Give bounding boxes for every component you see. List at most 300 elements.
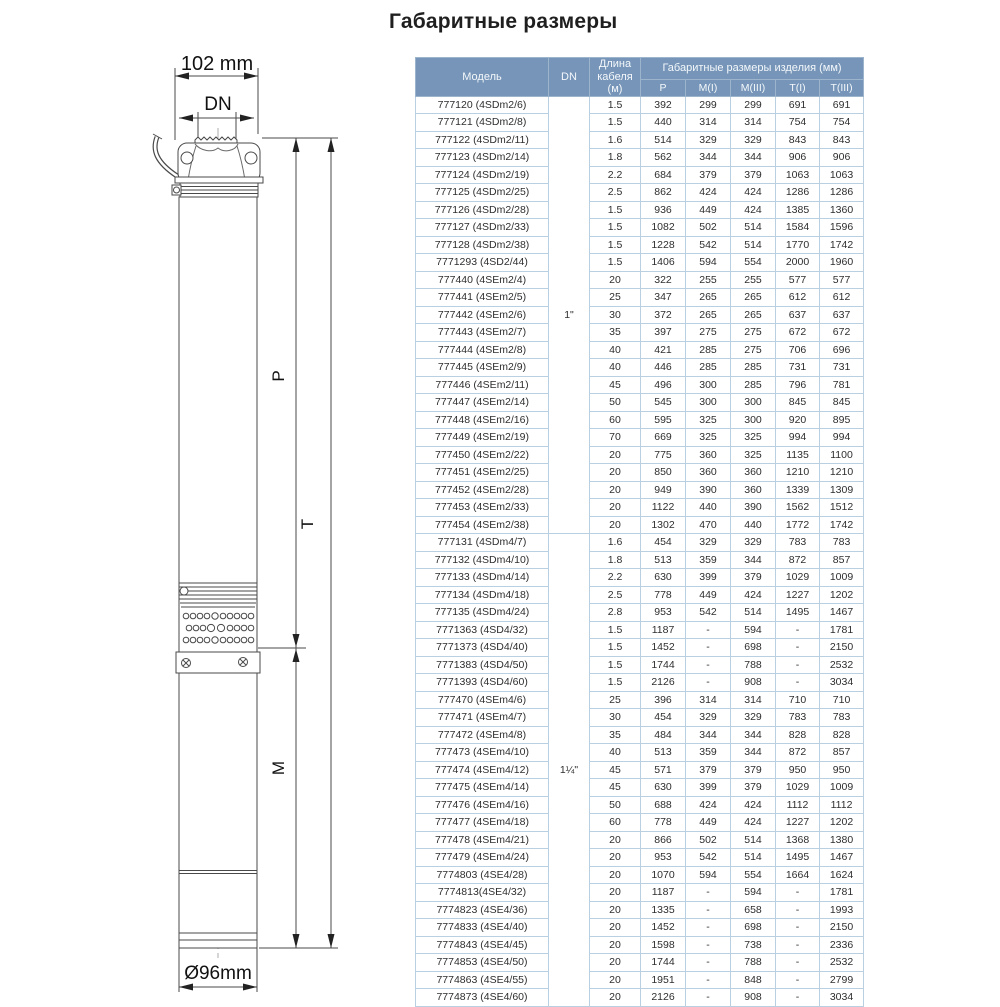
dimension-cell: 1135: [776, 446, 820, 464]
table-row: [416, 184, 864, 202]
dimension-cell: 1063: [820, 166, 864, 184]
model-cell: 777122 (4SDm2/11): [416, 131, 549, 149]
dimension-cell: 872: [776, 551, 820, 569]
dimension-cell: 396: [641, 691, 686, 709]
dimension-cell: -: [776, 674, 820, 692]
dimension-cell: -: [686, 656, 731, 674]
dimension-cell: -: [686, 621, 731, 639]
dimension-cell: 630: [641, 779, 686, 797]
table-row: [416, 691, 864, 709]
dimension-cell: 783: [776, 709, 820, 727]
dimension-cell: 275: [731, 324, 776, 342]
dimension-cell: 424: [731, 814, 776, 832]
table-row: [416, 271, 864, 289]
model-cell: 777449 (4SEm2/19): [416, 429, 549, 447]
model-cell: 7771393 (4SD4/60): [416, 674, 549, 692]
dimension-cell: 424: [686, 796, 731, 814]
dimension-cell: 359: [686, 744, 731, 762]
dimension-cell: -: [776, 639, 820, 657]
table-row: [416, 761, 864, 779]
model-cell: 777474 (4SEm4/12): [416, 761, 549, 779]
dimension-cell: 1112: [776, 796, 820, 814]
dimensions-table: [415, 57, 864, 1007]
table-row: [416, 709, 864, 727]
table-row: [416, 236, 864, 254]
dimension-cell: 612: [820, 289, 864, 307]
dimension-cell: 359: [686, 551, 731, 569]
cable-length-cell: 20: [590, 464, 641, 482]
dimension-cell: 710: [820, 691, 864, 709]
dimension-cell: 696: [820, 341, 864, 359]
table-row: [416, 306, 864, 324]
dimension-cell: 314: [686, 114, 731, 132]
dimension-cell: 949: [641, 481, 686, 499]
dimension-cell: 1187: [641, 884, 686, 902]
table-row: [416, 551, 864, 569]
dimension-cell: 1742: [820, 516, 864, 534]
dimension-cell: 285: [686, 359, 731, 377]
dimension-cell: 3034: [820, 989, 864, 1007]
cable-length-cell: 1.6: [590, 131, 641, 149]
cable-length-cell: 20: [590, 849, 641, 867]
cable-length-cell: 1.8: [590, 551, 641, 569]
dimension-cell: -: [686, 674, 731, 692]
dimension-cell: 300: [731, 411, 776, 429]
table-row: [416, 919, 864, 937]
dimension-cell: 454: [641, 534, 686, 552]
table-row: [416, 954, 864, 972]
model-cell: 777440 (4SEm2/4): [416, 271, 549, 289]
dimension-cell: 706: [776, 341, 820, 359]
model-cell: 777453 (4SEm2/33): [416, 499, 549, 517]
dimension-cell: 936: [641, 201, 686, 219]
dimension-cell: 754: [820, 114, 864, 132]
dimension-cell: 2532: [820, 954, 864, 972]
dimension-cell: 542: [686, 604, 731, 622]
dimension-cell: 513: [641, 744, 686, 762]
bolt-hole-left: [181, 152, 193, 164]
dimension-cell: 329: [731, 534, 776, 552]
dimension-cell: 1562: [776, 499, 820, 517]
table-row: [416, 621, 864, 639]
model-cell: 777477 (4SEm4/18): [416, 814, 549, 832]
model-cell: 7774863 (4SE4/55): [416, 971, 549, 989]
page-title: Габаритные размеры: [389, 10, 618, 33]
dimension-cell: 843: [776, 131, 820, 149]
cable-length-cell: 1.5: [590, 236, 641, 254]
cable-length-cell: 2.5: [590, 184, 641, 202]
dimension-cell: 1772: [776, 516, 820, 534]
table-row: [416, 324, 864, 342]
table-row: [416, 901, 864, 919]
dimension-cell: -: [776, 656, 820, 674]
pump-outline: [153, 134, 263, 948]
table-body: [416, 96, 864, 1006]
dimension-cell: 1624: [820, 866, 864, 884]
cable-length-cell: 2.5: [590, 586, 641, 604]
dimension-cell: 300: [731, 394, 776, 412]
dimension-cell: 1744: [641, 954, 686, 972]
dn-label: DN: [204, 94, 232, 115]
p-dimension-label: P: [269, 370, 288, 382]
table-row: [416, 499, 864, 517]
model-cell: 777451 (4SEm2/25): [416, 464, 549, 482]
dimension-cell: 658: [731, 901, 776, 919]
dimension-cell: 1112: [820, 796, 864, 814]
header-dim-ti: T(I): [776, 80, 820, 97]
dimension-cell: 329: [731, 131, 776, 149]
model-cell: 777124 (4SDm2/19): [416, 166, 549, 184]
dimension-cell: 1452: [641, 639, 686, 657]
header-model: Модель: [416, 58, 549, 97]
dimension-cell: -: [776, 936, 820, 954]
dimension-cell: 329: [731, 709, 776, 727]
table-row: [416, 131, 864, 149]
dimension-cell: -: [776, 954, 820, 972]
m-dimension-label: M: [269, 760, 288, 776]
dimension-cell: 265: [686, 289, 731, 307]
cable-length-cell: 45: [590, 761, 641, 779]
cable-length-cell: 20: [590, 901, 641, 919]
dimension-cell: 1029: [776, 569, 820, 587]
dimension-cell: 1286: [776, 184, 820, 202]
dimension-cell: 2532: [820, 656, 864, 674]
dimension-cell: 781: [820, 376, 864, 394]
dimension-cell: 1770: [776, 236, 820, 254]
dimension-cell: 379: [731, 569, 776, 587]
model-cell: 777443 (4SEm2/7): [416, 324, 549, 342]
dimension-cell: 347: [641, 289, 686, 307]
dimension-cell: 845: [776, 394, 820, 412]
table-row: [416, 289, 864, 307]
dimension-cell: 1227: [776, 586, 820, 604]
cable-length-cell: 70: [590, 429, 641, 447]
dimension-cell: 1122: [641, 499, 686, 517]
cable-length-cell: 1.5: [590, 114, 641, 132]
cable-length-cell: 20: [590, 446, 641, 464]
cable-length-cell: 20: [590, 989, 641, 1007]
table-row: [416, 201, 864, 219]
dimension-cell: 754: [776, 114, 820, 132]
model-cell: 7774853 (4SE4/50): [416, 954, 549, 972]
model-cell: 777452 (4SEm2/28): [416, 481, 549, 499]
dimension-cell: 514: [731, 849, 776, 867]
dimension-cell: 872: [776, 744, 820, 762]
dimension-cell: 2336: [820, 936, 864, 954]
dimension-cell: 1993: [820, 901, 864, 919]
model-cell: 777134 (4SDm4/18): [416, 586, 549, 604]
dimension-cell: 1495: [776, 604, 820, 622]
model-cell: 7774823 (4SE4/36): [416, 901, 549, 919]
dimension-cell: 994: [776, 429, 820, 447]
dimension-cell: 1467: [820, 849, 864, 867]
dimension-cell: 796: [776, 376, 820, 394]
dimension-cell: 577: [820, 271, 864, 289]
dimension-cell: 595: [641, 411, 686, 429]
dimension-cell: 1302: [641, 516, 686, 534]
dimension-cell: 1360: [820, 201, 864, 219]
cable-length-cell: 20: [590, 954, 641, 972]
cable-length-cell: 2.8: [590, 604, 641, 622]
table-row: [416, 394, 864, 412]
dimension-cell: 514: [731, 604, 776, 622]
model-cell: 777444 (4SEm2/8): [416, 341, 549, 359]
bottom-diameter-label: Ø96mm: [184, 963, 252, 984]
model-cell: 777472 (4SEm4/8): [416, 726, 549, 744]
dimension-cell: 542: [686, 849, 731, 867]
dimension-cell: -: [686, 919, 731, 937]
table-row: [416, 814, 864, 832]
dimension-cell: -: [776, 901, 820, 919]
dimension-cell: 775: [641, 446, 686, 464]
dimension-cell: 314: [731, 691, 776, 709]
dimension-cell: 344: [731, 744, 776, 762]
table-row: [416, 341, 864, 359]
cable-length-cell: 40: [590, 341, 641, 359]
model-cell: 7771293 (4SD2/44): [416, 254, 549, 272]
dimension-cell: 314: [731, 114, 776, 132]
table-row: [416, 831, 864, 849]
dimension-cell: 399: [686, 779, 731, 797]
dimension-cell: 514: [731, 236, 776, 254]
cable-length-cell: 40: [590, 359, 641, 377]
dimension-cell: 1744: [641, 656, 686, 674]
cable-length-cell: 45: [590, 376, 641, 394]
t-dimension-label: T: [298, 518, 317, 530]
dimension-cell: 360: [731, 481, 776, 499]
dimension-cell: 514: [641, 131, 686, 149]
model-cell: 7774843 (4SE4/45): [416, 936, 549, 954]
dimension-cell: 449: [686, 201, 731, 219]
model-cell: 777128 (4SDm2/38): [416, 236, 549, 254]
dimension-cell: -: [686, 936, 731, 954]
table-row: [416, 726, 864, 744]
dimension-cell: 344: [686, 149, 731, 167]
cable-length-cell: 20: [590, 499, 641, 517]
model-cell: 7774873 (4SE4/60): [416, 989, 549, 1007]
cable-length-cell: 40: [590, 744, 641, 762]
table-row: [416, 569, 864, 587]
cable-length-cell: 45: [590, 779, 641, 797]
dimension-cell: 1070: [641, 866, 686, 884]
dimension-cell: 379: [731, 761, 776, 779]
dimension-cell: -: [686, 989, 731, 1007]
dimension-cell: 372: [641, 306, 686, 324]
dimension-cell: -: [776, 884, 820, 902]
cable-length-cell: 1.5: [590, 639, 641, 657]
table-row: [416, 989, 864, 1007]
header-dn: DN: [549, 58, 590, 97]
dimension-cell: 399: [686, 569, 731, 587]
model-cell: 777441 (4SEm2/5): [416, 289, 549, 307]
dimension-cell: 895: [820, 411, 864, 429]
model-cell: 777125 (4SDm2/25): [416, 184, 549, 202]
table-row: [416, 936, 864, 954]
dimension-cell: 1951: [641, 971, 686, 989]
cable-length-cell: 20: [590, 481, 641, 499]
cable-length-cell: 25: [590, 289, 641, 307]
dimension-cell: 1960: [820, 254, 864, 272]
table-row: [416, 656, 864, 674]
dn-cell: 1": [549, 96, 590, 534]
dimension-cell: -: [776, 621, 820, 639]
cable-length-cell: 1.5: [590, 201, 641, 219]
dimension-cell: 329: [686, 709, 731, 727]
dimension-cell: 738: [731, 936, 776, 954]
dimension-cell: -: [776, 971, 820, 989]
dimension-cell: 845: [820, 394, 864, 412]
cable-length-cell: 20: [590, 516, 641, 534]
model-cell: 777476 (4SEm4/16): [416, 796, 549, 814]
bolt-hole-right: [245, 152, 257, 164]
cable-length-cell: 1.5: [590, 674, 641, 692]
table-row: [416, 114, 864, 132]
dimension-cell: 285: [731, 359, 776, 377]
table-row: [416, 96, 864, 114]
dimension-cell: 545: [641, 394, 686, 412]
dimension-cell: 265: [731, 306, 776, 324]
table-row: [416, 149, 864, 167]
dimension-cell: 1467: [820, 604, 864, 622]
dimension-cell: 424: [731, 184, 776, 202]
dimension-cell: 906: [820, 149, 864, 167]
dimension-cell: 630: [641, 569, 686, 587]
table-row: [416, 674, 864, 692]
dimension-cell: 908: [731, 989, 776, 1007]
dimension-cell: 1598: [641, 936, 686, 954]
table-row: [416, 429, 864, 447]
dimension-cell: 612: [776, 289, 820, 307]
dimension-cell: 594: [686, 254, 731, 272]
cable-length-cell: 1.5: [590, 621, 641, 639]
dimension-cell: 299: [686, 96, 731, 114]
dimension-cell: 778: [641, 586, 686, 604]
model-cell: 7774813(4SE4/32): [416, 884, 549, 902]
model-cell: 777132 (4SDm4/10): [416, 551, 549, 569]
dimension-cell: 514: [731, 831, 776, 849]
dimension-cell: 1495: [776, 849, 820, 867]
cable-length-cell: 50: [590, 394, 641, 412]
dimension-cell: 828: [820, 726, 864, 744]
cable-length-cell: 2.2: [590, 166, 641, 184]
dimension-cell: 299: [731, 96, 776, 114]
cable-length-cell: 1.8: [590, 149, 641, 167]
dimension-cell: 908: [731, 674, 776, 692]
dimension-cell: 920: [776, 411, 820, 429]
model-cell: 7771383 (4SD4/50): [416, 656, 549, 674]
dimension-cell: -: [686, 971, 731, 989]
dimension-cell: 344: [731, 149, 776, 167]
dimension-cell: -: [686, 954, 731, 972]
dimension-ptm: [258, 138, 338, 948]
model-cell: 777479 (4SEm4/24): [416, 849, 549, 867]
dimension-cell: 843: [820, 131, 864, 149]
dimension-cell: 1781: [820, 621, 864, 639]
dimension-cell: 953: [641, 604, 686, 622]
dimension-cell: 2150: [820, 919, 864, 937]
model-cell: 777473 (4SEm4/10): [416, 744, 549, 762]
dimension-cell: 285: [686, 341, 731, 359]
dimension-cell: 1512: [820, 499, 864, 517]
model-cell: 777120 (4SDm2/6): [416, 96, 549, 114]
dimension-cell: 322: [641, 271, 686, 289]
cable-length-cell: 30: [590, 709, 641, 727]
header-dim-mi: M(I): [686, 80, 731, 97]
dimension-cell: 698: [731, 639, 776, 657]
dimension-cell: 379: [731, 166, 776, 184]
dn-cell: 1¼": [549, 534, 590, 1007]
cable-length-cell: 20: [590, 884, 641, 902]
dimension-cell: 577: [776, 271, 820, 289]
dimension-cell: 672: [820, 324, 864, 342]
dimension-cell: 710: [776, 691, 820, 709]
model-cell: 777470 (4SEm4/6): [416, 691, 549, 709]
dimension-cell: 857: [820, 744, 864, 762]
dimension-cell: 1781: [820, 884, 864, 902]
dimension-cell: 783: [820, 709, 864, 727]
table-row: [416, 744, 864, 762]
dimension-cell: 1009: [820, 779, 864, 797]
dimension-cell: 1380: [820, 831, 864, 849]
model-cell: 777454 (4SEm2/38): [416, 516, 549, 534]
model-cell: 777123 (4SDm2/14): [416, 149, 549, 167]
dimension-cell: 1227: [776, 814, 820, 832]
table-row: [416, 516, 864, 534]
cable-length-cell: 1.5: [590, 219, 641, 237]
dimension-cell: 691: [776, 96, 820, 114]
dimension-cell: 329: [686, 131, 731, 149]
model-cell: 777450 (4SEm2/22): [416, 446, 549, 464]
table-row: [416, 359, 864, 377]
dimension-cell: 1339: [776, 481, 820, 499]
dimension-cell: 788: [731, 954, 776, 972]
model-cell: 777135 (4SDm4/24): [416, 604, 549, 622]
dimension-cell: 906: [776, 149, 820, 167]
table-row: [416, 796, 864, 814]
table-row: [416, 219, 864, 237]
dimension-cell: 397: [641, 324, 686, 342]
dimension-cell: 390: [686, 481, 731, 499]
dimension-cell: 554: [731, 254, 776, 272]
cable-length-cell: 1.5: [590, 656, 641, 674]
dimension-cell: 424: [731, 201, 776, 219]
pump-body: [179, 197, 257, 948]
dimension-cell: 440: [641, 114, 686, 132]
dimension-cell: 594: [731, 884, 776, 902]
dimension-cell: 344: [731, 551, 776, 569]
header-dim-tiii: T(III): [820, 80, 864, 97]
cable-length-cell: 1.6: [590, 534, 641, 552]
dimension-cell: -: [686, 901, 731, 919]
dimension-cell: 1029: [776, 779, 820, 797]
dimension-cell: 1210: [820, 464, 864, 482]
dimension-cell: 1309: [820, 481, 864, 499]
dimension-cell: 1210: [776, 464, 820, 482]
table-row: [416, 604, 864, 622]
model-cell: 777446 (4SEm2/11): [416, 376, 549, 394]
model-cell: 7774833 (4SE4/40): [416, 919, 549, 937]
model-cell: 777127 (4SDm2/33): [416, 219, 549, 237]
dimension-cell: 857: [820, 551, 864, 569]
model-cell: 777448 (4SEm2/16): [416, 411, 549, 429]
model-cell: 777471 (4SEm4/7): [416, 709, 549, 727]
dimension-cell: 950: [776, 761, 820, 779]
dimension-cell: -: [776, 989, 820, 1007]
dimension-cell: 440: [686, 499, 731, 517]
header-cable-length: Длина кабеля (м): [590, 58, 641, 97]
dimension-cell: 360: [686, 464, 731, 482]
cable-length-cell: 20: [590, 971, 641, 989]
